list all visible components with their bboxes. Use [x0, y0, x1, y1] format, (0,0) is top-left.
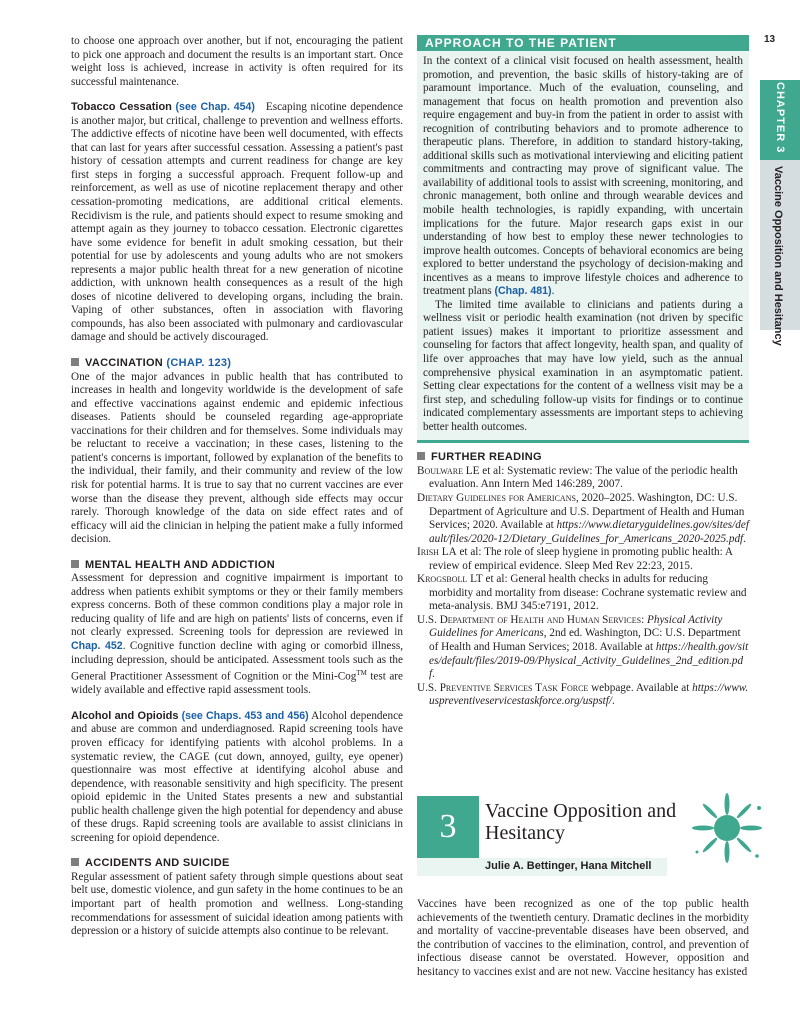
reference-url[interactable]: https://health.gov/sites/default/files/2019-09/Physical_Activity_Guidelines_2nd_edition.pdf	[429, 640, 749, 681]
tobacco-paragraph	[71, 101, 403, 345]
vaccination-heading	[71, 357, 403, 371]
approach-chapter-link[interactable]: (Chap. 481)	[494, 285, 552, 298]
mental-health-chapter-link[interactable]: Chap. 452	[71, 639, 123, 652]
alcohol-chapter-link[interactable]: (see Chaps. 453 and 456)	[181, 709, 309, 722]
approach-paragraph-2: The limited time available to clinicians and patients during a wellness visit or periodic health examination (not driven by specific patient issues) makes it important to prioritize assessment and counseling for factors that affect longevity, health span, and quality of life over approaches that may have low yield, such as the annual comprehensive physical examination in an asymptomatic patient. Setting clear expectations for the content of a wellness visit may be a first step, and scheduling follow-up visits for findings or to continue indicated complementary assessments are important steps to achieving better health outcomes.	[423, 298, 743, 433]
vaccination-paragraph: One of the major advances in public health that has contributed to increases in health and longevity worldwide is the development of safe and effective vaccinations against endemic and epidemic infectious diseases. Patients should be counseled regarding age-appropriate vaccinations for their children and for themselves. Some individuals may be reluctant to receive a vaccination; in these cases, listening to the patient's concerns is important, followed by explanation of the benefits to the individual, their family, and their community and review of the low risk for potential harms. It is true to say that no current vaccines are ever worse than the disease they prevent, although side effects may occur rarely. Thorough knowledge of the data on side effect rates and of efficacy will aid the clinician in helping the patient make a fully informed decision.	[71, 370, 403, 546]
reference-author: Dietary Guidelines for Americans	[417, 491, 576, 504]
approach-heading: APPROACH TO THE PATIENT	[417, 35, 749, 51]
accidents-heading	[71, 857, 403, 871]
alcohol-heading: Alcohol and Opioids	[71, 709, 179, 722]
chapter-number: 3	[417, 796, 479, 858]
mental-health-paragraph	[71, 572, 403, 698]
reference-url[interactable]: https://www.dietaryguidelines.gov/sites/default/files/2020-12/Dietary_Guidelines_for_Americans_2020-2025.pdf	[429, 519, 749, 545]
accidents-heading-text: ACCIDENTS AND SUICIDE	[85, 857, 230, 870]
side-tab-chapter-label: CHAPTER 3	[774, 82, 786, 154]
further-reading-heading-text: FURTHER READING	[431, 451, 542, 464]
mental-health-heading	[71, 559, 403, 573]
reference-author: Boulware LE	[417, 464, 480, 477]
reference-author: Krogsboll LT	[417, 573, 483, 586]
reference-item	[417, 546, 749, 573]
reference-text: , 2020–2025. Washington, DC: U.S. Department of Agriculture and U.S. Department of Health and Human Services; 2020. Available at	[429, 491, 745, 532]
side-tab-chapter-title: Vaccine Opposition and Hesitancy	[772, 166, 784, 346]
reference-item: U.S. Preventive Services Task Force webpage. Available at https://www.uspreventiveservicestaskforce.org/uspstf/.	[417, 681, 749, 708]
reference-item: U.S. Department of Health and Human Services: Physical Activity Guidelines for Americans, 2nd ed. Washington, DC: U.S. Department of Health and Human Services; 2018. Available at https://health.gov/sites/default/files/2019-09/Physical_Activity_Guidelines_2nd_edition.pdf.	[417, 613, 749, 681]
section-square-icon	[417, 452, 425, 460]
section-square-icon	[71, 358, 79, 366]
reference-text: , 2nd ed. Washington, DC: U.S. Department of Health and Human Services; 2018. Available at	[429, 627, 741, 653]
reference-list	[417, 465, 749, 709]
chapter-title-line-1: Vaccine Opposition and	[485, 800, 677, 822]
mental-health-text-1: Assessment for depression and cognitive impairment is important to address when patients exhibit symptoms or they or their family members express concerns. Both of these common conditions play a major role in reducing quality of life and are high on patients' lists of concerns, even if not clearly expressed. Screening tools for depression are reviewed in	[71, 572, 403, 639]
alcohol-text: Alcohol dependence and abuse are common and underdiagnosed. Rapid screening tools have proven efficacy for identifying patients with alcohol problems. In a systematic review, the CAGE (cut down, annoyed, guilty, eye opener) questionnaire was most effective at identifying alcohol abuse and dependence, with reasonable sensitivity and high specificity. The present opioid epidemic in the United States presents a new and substantial public health challenge given the high potential for dependency and abuse of these drugs. Rapid screening tools are available to assist clinicians in screening for opioid dependence.	[71, 709, 403, 844]
approach-paragraph-1	[423, 55, 743, 299]
reference-text: et al: Systematic review: The value of the periodic health evaluation. Ann Intern Med 146:289, 2007.	[429, 464, 738, 491]
reference-author: Irish LA	[417, 546, 457, 559]
reference-author: U.S. Preventive Services Task Force	[417, 681, 589, 694]
left-column	[71, 35, 403, 939]
intro-paragraph: to choose one approach over another, but if not, encouraging the patient to pick one approach and document the results is an important start. Once weight loss is achieved, increase in activity is often required for its successful maintenance.	[71, 35, 403, 88]
chapter-side-tab	[760, 80, 800, 346]
reference-item	[417, 465, 749, 492]
vaccination-chapter-link[interactable]: (CHAP. 123)	[166, 357, 232, 370]
alcohol-paragraph	[71, 710, 403, 845]
tobacco-heading: Tobacco Cessation	[71, 101, 172, 114]
section-square-icon	[71, 560, 79, 568]
page-number: 13	[764, 34, 776, 45]
reference-author: U.S. Department of Health and Human Services	[417, 613, 642, 626]
splash-graphic	[687, 790, 767, 870]
mental-health-text-3: test are widely available and effective rapid assessment tools.	[71, 670, 403, 697]
tobacco-text: Escaping nicotine dependence is another major, but critical, challenge to prevention and wellness efforts. The addictive effects of nicotine have been well documented, with effects that can last for years after successful cessation. Assessing a patient's past history of cessation attempts and current readiness for change are key first steps in forging a successful approach. Frequent follow-up and reinforcement, as well as use of nicotine replacement therapy and other cessation-promoting medications, are additional critical elements. Recidivism is the rule, and patients should expect to resume smoking and attempt again as they journey to tobacco cessation. Electronic cigarettes have some evidence for benefit in adult smoking cessation, but their potential for use by adolescents and young adults who are not smokers represents a major public health threat for a new generation of nicotine addiction, with unknown health consequences as a result of the high doses of nicotine delivered to developing organs, including the brain. Vaping of other substances, often in association with flavoring compounds, has also been associated with pulmonary and cardiovascular damage and should be actively discouraged.	[71, 101, 403, 344]
section-square-icon	[71, 858, 79, 866]
trademark-mark: TM	[356, 669, 367, 678]
chapter-title-line-2: Hesitancy	[485, 822, 565, 844]
accidents-paragraph: Regular assessment of patient safety through simple questions about seat belt use, domestic violence, and gun safety in the home continues to be an important part of health promotion and wellness. Long-standing recommendations for assessment of suicidal ideation among patients with depression or a history of suicide attempts also continue to be relevant.	[71, 870, 403, 938]
chapter-opening-paragraph: Vaccines have been recognized as one of the top public health achievements of the twentieth century. Dramatic declines in the morbidity and mortality of vaccine-preventable diseases have been observed, and the contribution of vaccines to the elimination, control, and prevention of infectious disease cannot be overstated. However, opposition and hesitancy to vaccines exist and are not new. Vaccine hesitancy has existed	[417, 898, 749, 978]
reference-item: Dietary Guidelines for Americans, 2020–2025. Washington, DC: U.S. Department of Agriculture and U.S. Department of Health and Human Services; 2020. Available at https://www.dietaryguidelines.gov/sites/default/files/2020-12/Dietary_Guidelines_for_Americans_2020-2025.pdf.	[417, 491, 749, 545]
reference-title: Physical Activity Guidelines for Americans	[429, 613, 723, 640]
tobacco-chapter-link[interactable]: (see Chap. 454)	[175, 101, 255, 114]
mental-health-heading-text: MENTAL HEALTH AND ADDICTION	[85, 558, 275, 571]
chapter-opener	[417, 790, 762, 890]
approach-text-1: In the context of a clinical visit focused on health assessment, health promotion, and prevention, the basic skills of history-taking are of paramount importance. Much of the evaluation, counseling, and management that focus on health promotion and prevention also require engagement and buy-in from the patient in order to assist with recognition of contributing behaviors and to promote adherence to therapeutic plans. Therefore, in addition to standard history-taking, additional skills such as motivational interviewing and eliciting patient commitments and contracting may prove of significant value. The availability of additional tools to assist with screening, monitoring, and chronic management, both online and through wearable devices and mobile health technologies, is rapidly expanding, with uncertain implications for the future. Major research gaps exist in our understanding of how best to employ these newer technologies to improve health outcomes. Concepts of behavioral economics are being explored to better understand the psychology of decision-making and incentives as a means to improve lifestyle choices and adherence to treatment plans	[423, 55, 743, 298]
reference-url[interactable]: https://www.uspreventiveservicestaskforce.org/uspstf/	[429, 681, 749, 708]
reference-text: et al: The role of sleep hygiene in promoting public health: A review of empirical evidence. Sleep Med Rev 22:23, 2015.	[429, 546, 733, 572]
reference-text: et al: General health checks in adults for reducing morbidity and mortality from disease: Cochrane systematic review and meta-analysis. BMJ 345:e7191, 2012.	[429, 573, 747, 613]
approach-text-end: .	[551, 285, 555, 298]
right-column	[417, 35, 749, 709]
mental-health-text-2: . Cognitive function decline with aging or comorbid illness, including depression, should be anticipated. Assessment tools such as the General Practitioner Assessment of Cognition or the Mini-Cog	[71, 639, 403, 683]
approach-body	[417, 51, 749, 440]
further-reading-heading	[417, 451, 749, 465]
reference-item	[417, 573, 749, 614]
chapter-authors: Julie A. Bettinger, Hana Mitchell	[485, 860, 652, 872]
chapter-title	[485, 800, 676, 844]
reference-text: webpage. Available at	[588, 681, 693, 694]
vaccination-heading-text: VACCINATION	[85, 357, 164, 370]
approach-to-patient-box	[417, 35, 749, 443]
